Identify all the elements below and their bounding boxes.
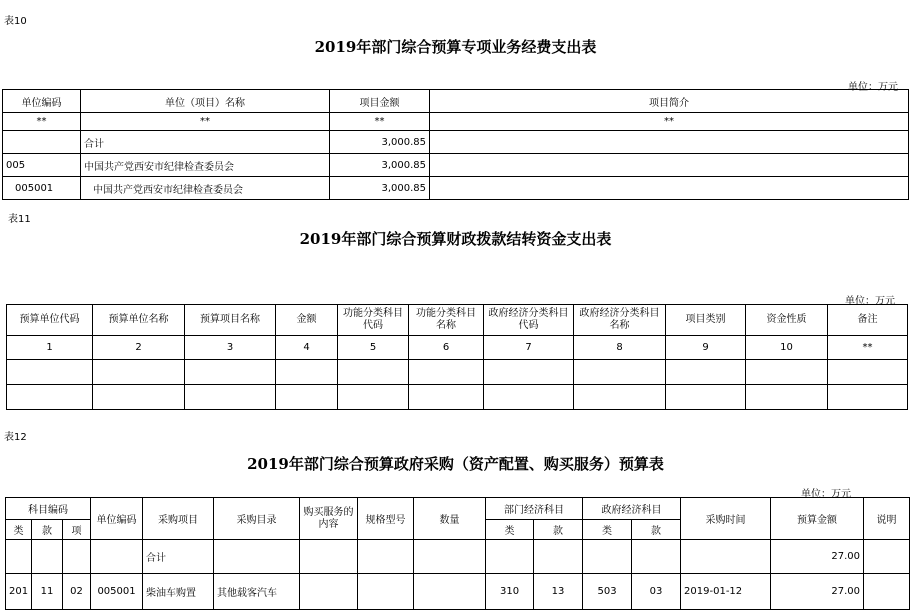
- table11-header: 金额: [276, 305, 338, 336]
- table10-header-code: 单位编码: [3, 90, 81, 113]
- table12-cell-dept-lei: 310: [486, 574, 534, 610]
- table12-header-service: 购买服务的内容: [300, 498, 358, 540]
- table11-header: 政府经济分类科目名称: [574, 305, 666, 336]
- table-row: [6, 540, 910, 574]
- table12-cell-lei: 201: [6, 574, 32, 610]
- table10-unit: 单位：万元: [848, 82, 898, 93]
- table12-header-subject-code: 科目编码: [6, 498, 91, 520]
- table10-cell-amount: 3,000.85: [330, 177, 430, 200]
- table10-cell-name: 中国共产党西安市纪律检查委员会: [81, 177, 330, 200]
- table12-header-dept-econ: 部门经济科目: [486, 498, 583, 520]
- table11-header: 预算单位代码: [7, 305, 93, 336]
- table12-header-gov-econ: 政府经济科目: [583, 498, 681, 520]
- table10-cell-code: [3, 131, 81, 154]
- table11-tag: 表11: [8, 214, 31, 225]
- table11: [6, 304, 908, 410]
- table11-header: 预算项目名称: [185, 305, 276, 336]
- table12-cell-dept-kuan: 13: [534, 574, 583, 610]
- table10-star: **: [430, 113, 909, 131]
- table10-star: **: [330, 113, 430, 131]
- table11-index: 1: [7, 336, 93, 360]
- table10-tag: 表10: [4, 16, 27, 27]
- table10-cell-desc: [430, 177, 909, 200]
- table11-index: 8: [574, 336, 666, 360]
- table10-title: 2019年部门综合预算专项业务经费支出表: [314, 38, 597, 56]
- table11-index: 9: [666, 336, 746, 360]
- table11-title: 2019年部门综合预算财政拨款结转资金支出表: [299, 230, 612, 248]
- table10: [2, 89, 909, 200]
- table12-cell-amount: 27.00: [771, 574, 864, 610]
- table12-cell-unit-code: 005001: [91, 574, 143, 610]
- table10-cell-desc: [430, 131, 909, 154]
- table12-header-kuan: 款: [32, 520, 63, 540]
- table11-header: 功能分类科目代码: [338, 305, 409, 336]
- table12-header-qty: 数量: [414, 498, 486, 540]
- table10-cell-desc: [430, 154, 909, 177]
- table-row: [6, 574, 910, 610]
- table12: [5, 497, 910, 610]
- table12-header-unit-code: 单位编码: [91, 498, 143, 540]
- table10-header-amount: 项目金额: [330, 90, 430, 113]
- table12-header-spec: 规格型号: [358, 498, 414, 540]
- table11-header: 预算单位名称: [93, 305, 185, 336]
- table12-header-lei: 类: [6, 520, 32, 540]
- table12-cell-catalog: 其他载客汽车: [214, 574, 300, 610]
- table11-header: 资金性质: [746, 305, 828, 336]
- table11-unit: 单位：万元: [845, 296, 895, 307]
- table12-total-label: 合计: [143, 540, 214, 574]
- table-row: [3, 131, 909, 154]
- table11-header: 政府经济分类科目代码: [484, 305, 574, 336]
- table12-header-time: 采购时间: [681, 498, 771, 540]
- table11-index: 10: [746, 336, 828, 360]
- table11-index: **: [828, 336, 908, 360]
- table12-header-gov-lei: 类: [583, 520, 632, 540]
- table-row: [3, 177, 909, 200]
- table12-cell-gov-lei: 503: [583, 574, 632, 610]
- table12-header-catalog: 采购目录: [214, 498, 300, 540]
- table12-header-item: 采购项目: [143, 498, 214, 540]
- table10-star: **: [3, 113, 81, 131]
- table-row: [7, 385, 908, 410]
- table12-cell-time: 2019-01-12: [681, 574, 771, 610]
- table11-index: 2: [93, 336, 185, 360]
- table11-index: 3: [185, 336, 276, 360]
- table10-cell-code: 005: [3, 154, 81, 177]
- table12-header-amount: 预算金额: [771, 498, 864, 540]
- table12-header-note: 说明: [864, 498, 910, 540]
- table12-cell-item: 柴油车购置: [143, 574, 214, 610]
- table-row: [7, 360, 908, 385]
- table10-cell-code: 005001: [3, 177, 81, 200]
- table10-header-name: 单位（项目）名称: [81, 90, 330, 113]
- table11-index: 7: [484, 336, 574, 360]
- table10-star: **: [81, 113, 330, 131]
- table10-cell-amount: 3,000.85: [330, 154, 430, 177]
- table11-header: 功能分类科目名称: [409, 305, 484, 336]
- table12-header-gov-kuan: 款: [632, 520, 681, 540]
- table11-index: 4: [276, 336, 338, 360]
- table12-header-dept-lei: 类: [486, 520, 534, 540]
- table12-cell-gov-kuan: 03: [632, 574, 681, 610]
- table10-header-desc: 项目简介: [430, 90, 909, 113]
- table12-total-amount: 27.00: [771, 540, 864, 574]
- table12-title: 2019年部门综合预算政府采购（资产配置、购买服务）预算表: [247, 455, 664, 473]
- table12-header-dept-kuan: 款: [534, 520, 583, 540]
- table12-header-xiang: 项: [63, 520, 91, 540]
- table11-index: 6: [409, 336, 484, 360]
- table12-unit: 单位：万元: [801, 489, 851, 500]
- table12-cell-kuan: 11: [32, 574, 63, 610]
- table10-cell-name: 中国共产党西安市纪律检查委员会: [81, 154, 330, 177]
- table11-index: 5: [338, 336, 409, 360]
- table11-header: 项目类别: [666, 305, 746, 336]
- table11-header: 备注: [828, 305, 908, 336]
- table12-tag: 表12: [4, 432, 27, 443]
- table-row: [3, 154, 909, 177]
- table10-cell-name: 合计: [81, 131, 330, 154]
- table12-cell-xiang: 02: [63, 574, 91, 610]
- table10-cell-amount: 3,000.85: [330, 131, 430, 154]
